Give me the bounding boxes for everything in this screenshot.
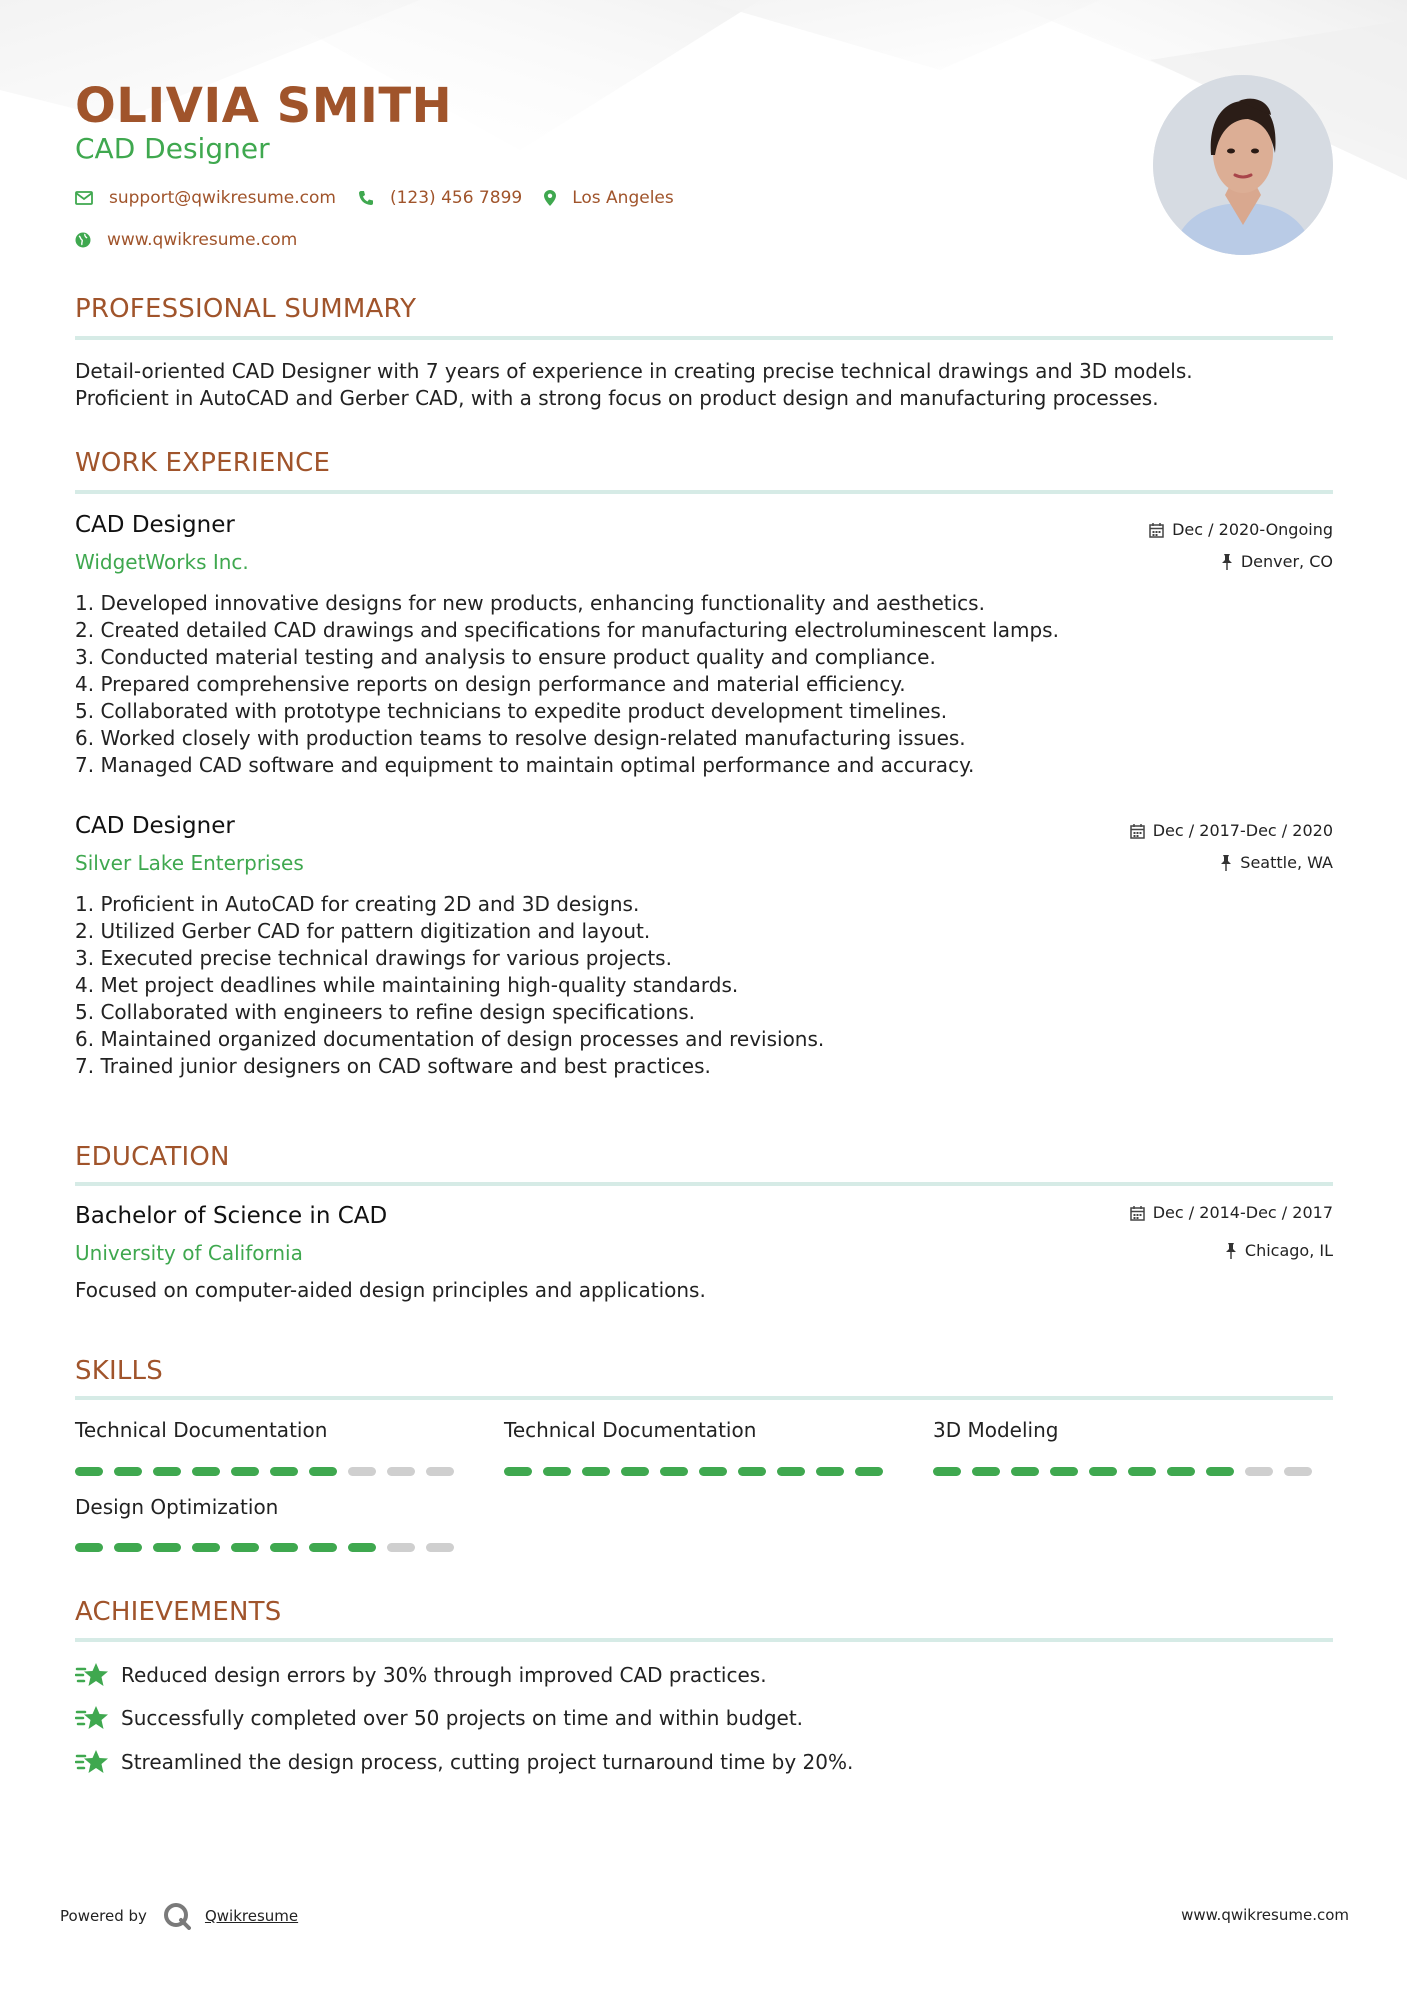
- job-responsibilities: [75, 590, 1333, 779]
- skill-segment-filled: [114, 1467, 142, 1476]
- skill-segment-filled: [114, 1543, 142, 1552]
- summary-line: Detail-oriented CAD Designer with 7 years of experience in creating precise technical drawings and 3D models.: [75, 359, 1193, 383]
- list-item: 4. Met project deadlines while maintaining high-quality standards.: [75, 973, 739, 997]
- section-divider: [75, 1182, 1333, 1186]
- footer-powered-by: [60, 1902, 298, 1930]
- skill-segment-filled: [543, 1467, 571, 1476]
- skill-segment-filled: [582, 1467, 610, 1476]
- profile-photo: [1153, 75, 1333, 255]
- website-text: www.qwikresume.com: [107, 230, 298, 250]
- skill-segment-filled: [621, 1467, 649, 1476]
- calendar-icon: [1130, 823, 1145, 839]
- section-title-education: EDUCATION: [75, 1142, 230, 1172]
- pushpin-icon: [1225, 1243, 1237, 1259]
- pushpin-icon: [1221, 554, 1233, 570]
- globe-icon: [75, 232, 91, 248]
- job-company: WidgetWorks Inc.: [75, 550, 249, 574]
- star-achievement-icon: [75, 1661, 109, 1689]
- achievement-item: [75, 1704, 803, 1732]
- skill-segment-empty: [1245, 1467, 1273, 1476]
- list-item: 4. Prepared comprehensive reports on design performance and material efficiency.: [75, 672, 906, 696]
- skill-segment-empty: [426, 1467, 454, 1476]
- job-location: [1221, 552, 1333, 571]
- education-location: [1225, 1241, 1333, 1260]
- degree-title: Bachelor of Science in CAD: [75, 1203, 388, 1229]
- summary-line: Proficient in AutoCAD and Gerber CAD, with a strong focus on product design and manufacturing processes.: [75, 386, 1159, 410]
- achievement-item: [75, 1661, 767, 1689]
- skill-segment-filled: [1011, 1467, 1039, 1476]
- skill-segment-empty: [387, 1467, 415, 1476]
- skill-segment-filled: [777, 1467, 805, 1476]
- education-description: Focused on computer-aided design principles and applications.: [75, 1278, 706, 1302]
- location-text: Los Angeles: [572, 188, 674, 208]
- section-divider: [75, 1396, 1333, 1400]
- skill-segment-filled: [309, 1543, 337, 1552]
- skill-name: Technical Documentation: [75, 1418, 328, 1442]
- list-item: 3. Executed precise technical drawings for various projects.: [75, 946, 672, 970]
- star-achievement-icon: [75, 1704, 109, 1732]
- skill-segment-filled: [75, 1467, 103, 1476]
- contact-email[interactable]: [75, 188, 336, 208]
- phone-text: (123) 456 7899: [389, 188, 523, 208]
- skill-segment-filled: [660, 1467, 688, 1476]
- skill-segment-filled: [231, 1543, 259, 1552]
- skill-segment-filled: [348, 1543, 376, 1552]
- section-title-experience: WORK EXPERIENCE: [75, 448, 331, 478]
- skill-segment-filled: [699, 1467, 727, 1476]
- candidate-role: CAD Designer: [75, 132, 270, 165]
- contact-row-primary: [75, 188, 696, 208]
- achievement-text: Reduced design errors by 30% through improved CAD practices.: [121, 1663, 767, 1687]
- job-responsibilities: [75, 891, 1333, 1080]
- skill-segment-filled: [270, 1467, 298, 1476]
- skill-segment-filled: [504, 1467, 532, 1476]
- skill-level-bar: [504, 1467, 894, 1476]
- section-divider: [75, 1638, 1333, 1642]
- skill-name: Design Optimization: [75, 1495, 279, 1519]
- contact-location: [544, 188, 674, 208]
- job-dates: [1149, 520, 1333, 539]
- job-dates-text: Dec / 2017-Dec / 2020: [1152, 821, 1333, 840]
- skill-segment-filled: [1128, 1467, 1156, 1476]
- star-achievement-icon: [75, 1748, 109, 1776]
- education-location-text: Chicago, IL: [1244, 1241, 1333, 1260]
- candidate-name: OLIVIA SMITH: [75, 78, 453, 134]
- list-item: 2. Created detailed CAD drawings and specifications for manufacturing electroluminescent lamps.: [75, 618, 1059, 642]
- skill-segment-filled: [972, 1467, 1000, 1476]
- job-title: CAD Designer: [75, 813, 235, 839]
- section-divider: [75, 336, 1333, 340]
- job-location-text: Denver, CO: [1240, 552, 1333, 571]
- contact-phone[interactable]: [358, 188, 522, 208]
- job-dates: [1130, 821, 1333, 840]
- list-item: 6. Worked closely with production teams to resolve design-related manufacturing issues.: [75, 726, 966, 750]
- job-dates-text: Dec / 2020-Ongoing: [1172, 520, 1333, 539]
- section-title-skills: SKILLS: [75, 1356, 163, 1386]
- skill-level-bar: [75, 1467, 465, 1476]
- contact-website[interactable]: [75, 230, 297, 250]
- skill-segment-filled: [738, 1467, 766, 1476]
- skill-segment-filled: [192, 1543, 220, 1552]
- skill-segment-filled: [1206, 1467, 1234, 1476]
- skill-segment-filled: [855, 1467, 883, 1476]
- map-pin-icon: [544, 190, 556, 206]
- calendar-icon: [1130, 1205, 1145, 1221]
- calendar-icon: [1149, 522, 1164, 538]
- skill-segment-empty: [387, 1543, 415, 1552]
- list-item: 1. Developed innovative designs for new products, enhancing functionality and aesthetics.: [75, 591, 985, 615]
- skill-segment-filled: [75, 1543, 103, 1552]
- skill-segment-empty: [426, 1543, 454, 1552]
- mail-icon: [75, 191, 93, 205]
- list-item: 5. Collaborated with engineers to refine design specifications.: [75, 1000, 695, 1024]
- skill-segment-filled: [1167, 1467, 1195, 1476]
- school-name: University of California: [75, 1241, 303, 1265]
- section-divider: [75, 490, 1333, 494]
- list-item: 3. Conducted material testing and analysis to ensure product quality and compliance.: [75, 645, 936, 669]
- footer-website[interactable]: www.qwikresume.com: [1181, 1906, 1349, 1924]
- summary-text: [75, 358, 1333, 412]
- list-item: 1. Proficient in AutoCAD for creating 2D and 3D designs.: [75, 892, 640, 916]
- skill-segment-filled: [231, 1467, 259, 1476]
- achievement-text: Successfully completed over 50 projects on time and within budget.: [121, 1706, 804, 1730]
- profile-photo-illustration: [1153, 75, 1333, 255]
- skill-segment-filled: [192, 1467, 220, 1476]
- education-dates: [1130, 1203, 1333, 1222]
- job-location-text: Seattle, WA: [1240, 853, 1333, 872]
- qwikresume-logo-icon: [163, 1902, 191, 1930]
- contact-row-secondary: [75, 230, 319, 250]
- skill-segment-filled: [153, 1543, 181, 1552]
- powered-by-label: Powered by: [60, 1907, 147, 1925]
- list-item: 5. Collaborated with prototype technicians to expedite product development timelines.: [75, 699, 948, 723]
- skill-name: Technical Documentation: [504, 1418, 757, 1442]
- job-company: Silver Lake Enterprises: [75, 851, 304, 875]
- skill-name: 3D Modeling: [933, 1418, 1059, 1442]
- job-title: CAD Designer: [75, 512, 235, 538]
- list-item: 7. Trained junior designers on CAD software and best practices.: [75, 1054, 711, 1078]
- phone-icon: [358, 190, 374, 206]
- pushpin-icon: [1220, 855, 1232, 871]
- skill-segment-empty: [348, 1467, 376, 1476]
- skill-segment-filled: [1050, 1467, 1078, 1476]
- skill-segment-empty: [1284, 1467, 1312, 1476]
- skill-level-bar: [75, 1543, 465, 1552]
- list-item: 6. Maintained organized documentation of design processes and revisions.: [75, 1027, 825, 1051]
- qwikresume-link[interactable]: Qwikresume: [204, 1907, 299, 1925]
- achievement-item: [75, 1748, 853, 1776]
- skill-level-bar: [933, 1467, 1323, 1476]
- achievement-text: Streamlined the design process, cutting project turnaround time by 20%.: [121, 1750, 854, 1774]
- list-item: 7. Managed CAD software and equipment to maintain optimal performance and accuracy.: [75, 753, 975, 777]
- skill-segment-filled: [1089, 1467, 1117, 1476]
- skill-segment-filled: [270, 1543, 298, 1552]
- skill-segment-filled: [309, 1467, 337, 1476]
- job-location: [1220, 853, 1333, 872]
- skill-segment-filled: [816, 1467, 844, 1476]
- education-dates-text: Dec / 2014-Dec / 2017: [1152, 1203, 1333, 1222]
- section-title-achievements: ACHIEVEMENTS: [75, 1597, 282, 1627]
- list-item: 2. Utilized Gerber CAD for pattern digitization and layout.: [75, 919, 651, 943]
- section-title-summary: PROFESSIONAL SUMMARY: [75, 294, 417, 324]
- email-text: support@qwikresume.com: [109, 188, 336, 208]
- skill-segment-filled: [153, 1467, 181, 1476]
- skill-segment-filled: [933, 1467, 961, 1476]
